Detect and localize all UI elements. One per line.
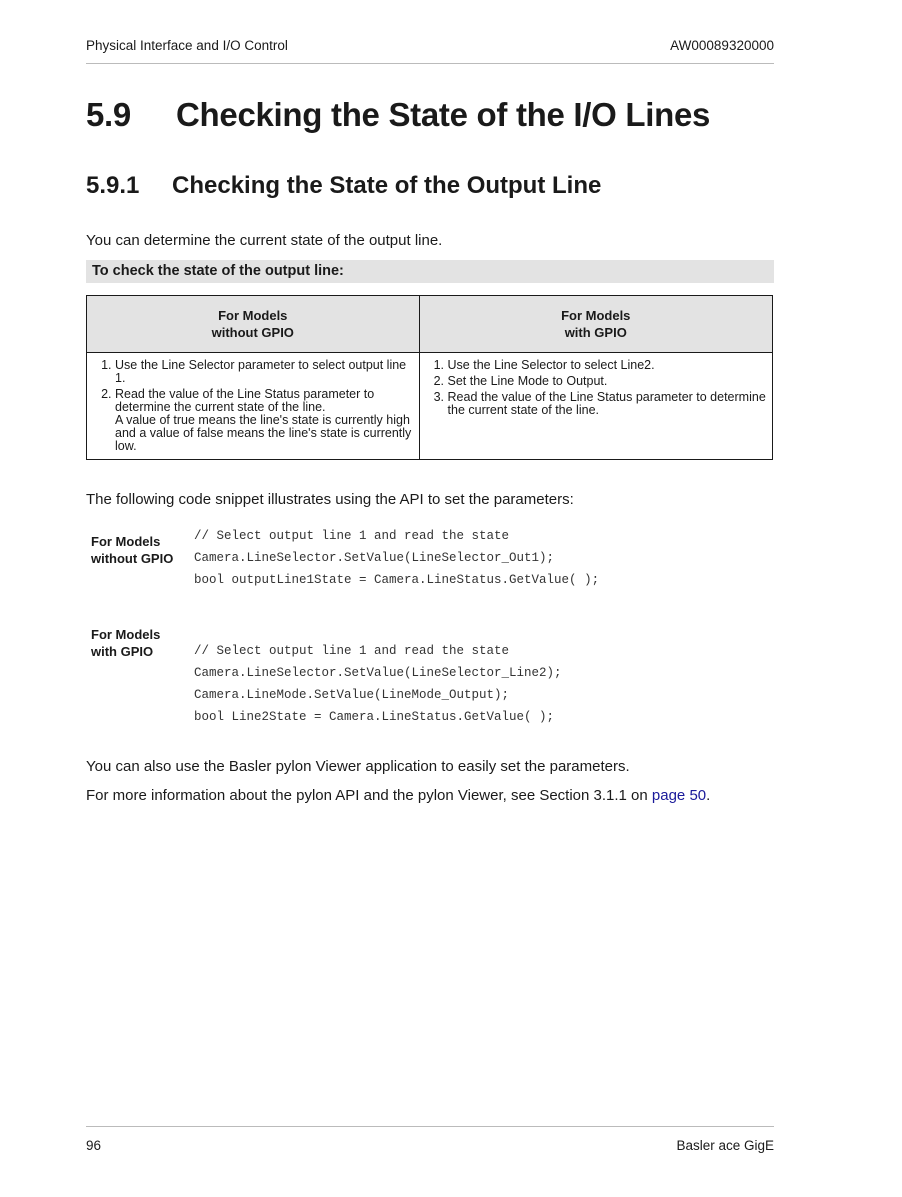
section-title: Checking the State of the I/O Lines (176, 96, 711, 133)
section-number: 5.9 (86, 96, 131, 133)
page-link[interactable]: page 50 (651, 787, 707, 804)
code-line: Camera.LineSelector.SetValue(LineSelector_Line2); (194, 666, 562, 680)
code-line: Camera.LineMode.SetValue(LineMode_Output); (194, 688, 510, 702)
viewer-paragraph: You can also use the Basler pylon Viewer application to easily set the parameters. (86, 758, 630, 775)
intro-paragraph: You can determine the current state of the output line. (86, 232, 443, 249)
step-item: 2. Read the value of the Line Status parameter to determine the current state of the line. A value of true means the line's state is currently high and a value of false means the line's state is currently low. (115, 388, 413, 453)
section-heading (86, 96, 710, 134)
step-item: 1. Use the Line Selector parameter to select output line 1. (115, 359, 413, 385)
code-line: Camera.LineSelector.SetValue(LineSelector_Out1); (194, 551, 555, 565)
step-item: 2. Set the Line Mode to Output. (448, 375, 766, 388)
step-item: 1. Use the Line Selector to select Line2. (448, 359, 766, 372)
code-line: bool outputLine1State = Camera.LineStatus.GetValue( ); (194, 573, 600, 587)
subsection-title: Checking the State of the Output Line (172, 172, 602, 199)
steps-without-gpio (87, 353, 420, 460)
code-label-without-gpio: For Models without GPIO (91, 534, 174, 566)
subsection-number: 5.9.1 (86, 172, 140, 199)
code-line: // Select output line 1 and read the state (194, 529, 510, 543)
page-number: 96 (86, 1138, 102, 1153)
code-label-with-gpio: For Models with GPIO (91, 627, 161, 659)
procedure-table (86, 295, 773, 460)
procedure-title: To check the state of the output line: (86, 260, 774, 283)
footer-divider (86, 1126, 774, 1127)
snippet-intro: The following code snippet illustrates using the API to set the parameters: (86, 491, 574, 508)
subsection-heading (86, 172, 601, 200)
footer-product: Basler ace GigE (676, 1138, 774, 1153)
header-section-title: Physical Interface and I/O Control (86, 38, 288, 53)
step-note: A value of true means the line's state is currently high and a value of false means the line's state is currently low. (115, 413, 412, 453)
header-doc-id: AW00089320000 (670, 38, 774, 53)
code-line: // Select output line 1 and read the state (194, 644, 510, 658)
steps-with-gpio (419, 353, 772, 460)
header-with-gpio: For Models with GPIO (419, 296, 772, 353)
header-without-gpio: For Models without GPIO (87, 296, 420, 353)
step-item: 3. Read the value of the Line Status parameter to determine the current state of the line. (448, 391, 766, 417)
more-info-paragraph: For more information about the pylon API and the pylon Viewer, see Section 3.1.1 on page 50. (86, 787, 711, 804)
header-divider (86, 63, 774, 64)
code-line: bool Line2State = Camera.LineStatus.GetValue( ); (194, 710, 555, 724)
